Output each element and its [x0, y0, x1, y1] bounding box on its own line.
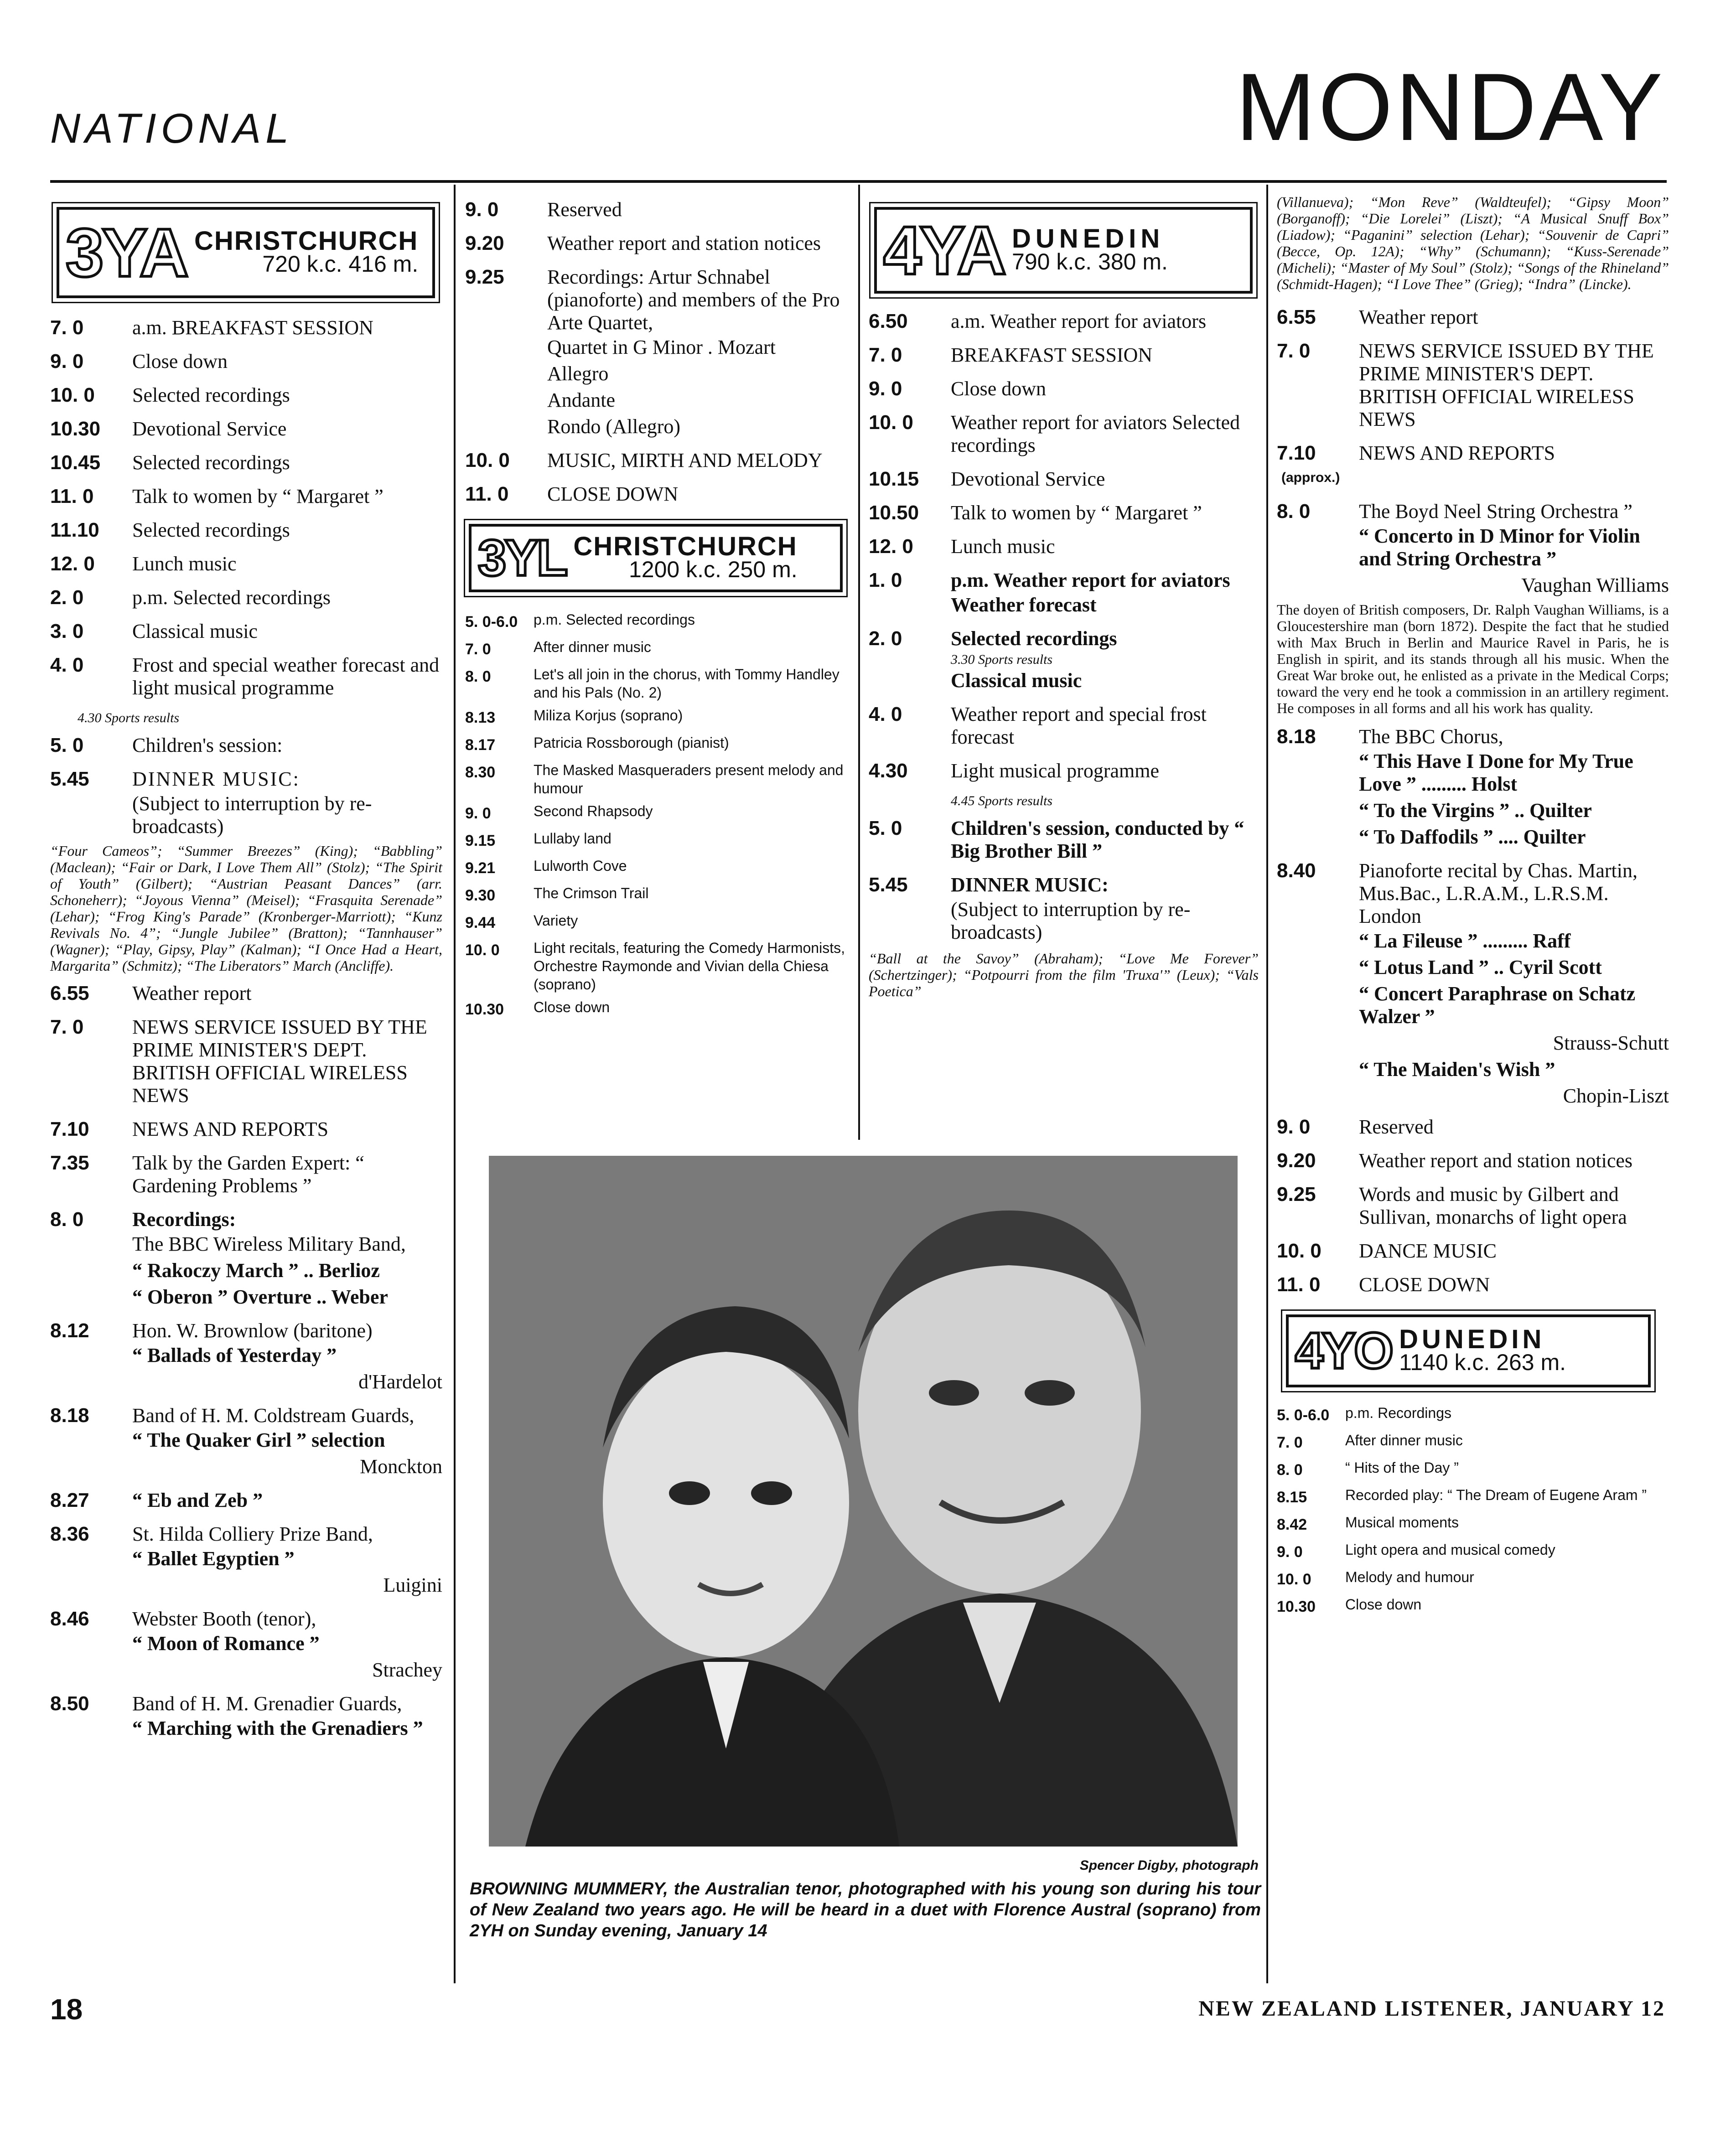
programme-entry	[465, 638, 848, 661]
programme-entry	[50, 654, 442, 699]
programme-entry: 9.25 Recordings: Artur Schnabel (pianoforte) and members of the Pro Arte Quartet,	[465, 266, 840, 334]
station-frequency: 1140 k.c. 263 m.	[1399, 1350, 1566, 1375]
programme-time: 7. 0	[50, 1016, 84, 1038]
programme-description: Recorded play: “ The Dream of Eugene Aram ”	[1345, 1487, 1647, 1503]
station-frequency: 720 k.c. 416 m.	[262, 251, 419, 277]
programme-description: BREAKFAST SESSION	[951, 344, 1153, 366]
programme-time: 9.25	[1277, 1183, 1316, 1205]
dinner-music-list: (Villanueva); “Mon Reve” (Waldteufel); “Gipsy Moon” (Borganoff); “Die Lorelei” (Liszt); “A Musical Snuff Box” (Liadow); “Paganini” selection (Lehar); “Souvenir de Capri” (Becce, Op. 12A); “Why” (Schumann); “Kuss-Serenade” (Micheli); “Master of My Soul” (Stolz); “Songs of the Rhineland” (Schmidt-Hagen); “I Love Thee” (Grieg); “Indra” (Lincke).	[1277, 194, 1669, 292]
programme-description: Second Rhapsody	[534, 803, 653, 819]
programme-time: 7. 0	[50, 316, 84, 339]
programme-time: 10. 0	[1277, 1240, 1321, 1262]
programme-time: 3. 0	[50, 620, 84, 642]
programme-description: Devotional Service	[132, 418, 287, 440]
programme-description: The Crimson Trail	[534, 885, 649, 901]
programme-entry: 8.40 Pianoforte recital by Chas. Martin, Mus.Bac., L.R.A.M., L.R.S.M. London	[1277, 859, 1638, 927]
programme-entry	[1277, 1513, 1669, 1536]
column-3ya	[50, 201, 442, 1740]
work-list: “ This Have I Done for My True Love ” ......... Holst “ To the Virgins ” .. Quilter “ To Daffodils ” .... Quilter	[1359, 750, 1633, 848]
programme-entry: 5.45 DINNER MUSIC:	[869, 874, 1109, 896]
programme-entry	[50, 384, 442, 407]
programme-entry	[869, 760, 1259, 782]
work-list: “ La Fileuse ” ......... Raff “ Lotus Land ” .. Cyril Scott “ Concert Paraphrase on Schatz Walzer ” Strauss-Schutt “ The Maiden's Wish ” Chopin-Liszt	[1359, 930, 1669, 1107]
programme-time: 7.35	[50, 1152, 89, 1174]
programme-time: 9.15	[465, 832, 496, 849]
programme-description: Selected recordings	[132, 519, 290, 541]
programme-subline: Weather forecast	[951, 594, 1097, 616]
programme-time: 9.20	[465, 232, 504, 254]
programme-time: 11. 0	[465, 483, 509, 505]
programme-description: NEWS AND REPORTS	[1359, 442, 1555, 464]
programme-time: 9. 0	[465, 198, 499, 221]
programme-entry: 8.36 St. Hilda Colliery Prize Band,	[50, 1523, 373, 1545]
programme-entry	[869, 502, 1259, 524]
programme-time: 9. 0	[50, 350, 84, 372]
programme-entry	[50, 350, 442, 373]
programme-description: Variety	[534, 912, 578, 929]
programme-description: p.m. Selected recordings	[534, 611, 695, 628]
programme-description: a.m. Weather report for aviators	[951, 310, 1207, 332]
programme-description: Weather report and station notices	[547, 232, 821, 254]
programme-description: Weather report for aviators Selected recordings	[951, 411, 1240, 456]
programme-time: 2. 0	[50, 586, 84, 609]
programme-time: 11. 0	[1277, 1273, 1321, 1296]
programme-description: Weather report and station notices	[1359, 1149, 1633, 1172]
programme-time: 10. 0	[869, 411, 913, 434]
programme-entry	[50, 316, 442, 339]
programme-entry: 2. 0 Selected recordings	[869, 627, 1117, 650]
programme-entry	[869, 378, 1259, 400]
programme-entry: 5. 0 Children's session:	[50, 734, 283, 756]
station-name: DUNEDIN	[1012, 224, 1165, 253]
programme-entry	[465, 483, 848, 506]
day-title: MONDAY	[1235, 53, 1665, 160]
programme-entry	[465, 610, 848, 633]
programme-time: 7. 0	[869, 344, 902, 366]
column-divider	[454, 185, 456, 1983]
publication-footer: NEW ZEALAND LISTENER, JANUARY 12	[1198, 1997, 1665, 2021]
programme-entry	[50, 982, 442, 1005]
programme-entry	[50, 1016, 442, 1107]
programme-entry	[1277, 1595, 1669, 1618]
programme-description: Talk to women by “ Margaret ”	[951, 502, 1202, 524]
programme-entry: 5.45 DINNER MUSIC:	[50, 768, 300, 790]
station-call: 4YA	[883, 212, 1005, 289]
programme-time: 8.30	[465, 764, 496, 781]
programme-description: Talk to women by “ Margaret ”	[132, 485, 383, 507]
programme-time: 10. 0	[465, 449, 510, 471]
programme-entry	[465, 939, 848, 993]
programme-entry	[50, 451, 442, 474]
programme-description: Selected recordings	[132, 451, 290, 474]
programme-time: 4. 0	[50, 654, 84, 676]
programme-time: 12. 0	[50, 553, 95, 575]
programme-description: Selected recordings	[132, 384, 290, 406]
programme-description: Musical moments	[1345, 1514, 1459, 1531]
programme-time: 10.15	[869, 468, 919, 490]
programme-entry	[1277, 1431, 1669, 1454]
programme-entry	[465, 706, 848, 729]
programme-entry	[465, 761, 848, 797]
station-box-4yo	[1286, 1314, 1651, 1387]
programme-entry: 8.50 Band of H. M. Grenadier Guards,	[50, 1692, 402, 1715]
programme-description: Patricia Rossborough (pianist)	[534, 735, 729, 751]
programme-time: 6.55	[50, 982, 89, 1004]
programme-entry	[50, 553, 442, 575]
programme-entry	[1277, 1183, 1669, 1229]
programme-entry	[465, 857, 848, 879]
programme-entry: 1. 0 p.m. Weather report for aviators	[869, 569, 1230, 591]
station-box-4ya	[874, 207, 1253, 294]
programme-description: “ Hits of the Day ”	[1345, 1459, 1459, 1476]
programme-time: 10.30	[1277, 1598, 1316, 1615]
programme-entry	[869, 310, 1259, 333]
programme-time: 11. 0	[50, 485, 94, 507]
programme-entry	[1277, 306, 1669, 329]
programme-entry	[1277, 340, 1669, 431]
programme-entry	[1277, 1240, 1669, 1262]
programme-time: 10.30	[50, 418, 101, 440]
programme-time: 4.30	[869, 760, 908, 782]
programme-entry	[465, 829, 848, 852]
programme-time: 7.10	[50, 1118, 89, 1140]
programme-description: Close down	[534, 999, 610, 1015]
programme-entry	[869, 468, 1259, 491]
programme-time: 10.50	[869, 502, 919, 524]
programme-description: Miliza Korjus (soprano)	[534, 707, 683, 724]
programme-time: 9.21	[465, 859, 496, 877]
station-name: DUNEDIN	[1399, 1324, 1545, 1354]
dinner-note: (Subject to interruption by re-broadcasts)	[951, 898, 1191, 943]
programme-time: 9.20	[1277, 1149, 1316, 1172]
programme-time: 9. 0	[1277, 1116, 1311, 1138]
programme-entry	[50, 519, 442, 542]
programme-description: Melody and humour	[1345, 1569, 1474, 1585]
station-frequency: 1200 k.c. 250 m.	[628, 557, 798, 582]
work-list: The BBC Wireless Military Band, “ Rakoczy March ” .. Berlioz “ Oberon ” Overture .. Weber	[132, 1233, 406, 1308]
programme-entry: 8.12 Hon. W. Brownlow (baritone)	[50, 1319, 373, 1342]
programme-entry	[50, 485, 442, 508]
programme-description: Classical music	[132, 620, 258, 642]
programme-time: 5. 0-6.0	[465, 613, 518, 631]
column-3ya-continued	[465, 198, 848, 1025]
column-divider	[1266, 185, 1268, 1983]
work-list: “ The Quaker Girl ” selection Monckton	[132, 1429, 442, 1478]
programme-time: 10.30	[465, 1001, 504, 1018]
programme-entry	[1277, 442, 1669, 465]
programme-entry	[465, 665, 848, 702]
programme-entry: 8.27 “ Eb and Zeb ”	[50, 1489, 263, 1511]
programme-time: 8.15	[1277, 1489, 1307, 1506]
station-frequency: 790 k.c. 380 m.	[1012, 249, 1168, 274]
programme-time: 8. 0	[1277, 1461, 1303, 1479]
photo-credit: Spencer Digby, photograph	[1079, 1858, 1259, 1873]
programme-description: Close down	[1345, 1596, 1422, 1613]
programme-time: 12. 0	[869, 535, 913, 558]
programme-time: 9. 0	[1277, 1543, 1303, 1561]
column-divider	[858, 185, 860, 1140]
programme-entry	[50, 620, 442, 643]
station-name: CHRISTCHURCH	[573, 532, 798, 561]
programme-description: Frost and special weather forecast and light musical programme	[132, 654, 440, 699]
programme-time: 7. 0	[465, 641, 491, 658]
programme-entry	[1277, 1404, 1669, 1427]
programme-time: 7. 0	[1277, 1434, 1303, 1451]
programme-description: Light musical programme	[951, 760, 1159, 782]
programme-time: 8. 0	[465, 668, 491, 685]
programme-description: CLOSE DOWN	[547, 483, 679, 505]
work-list: Quartet in G Minor . Mozart Allegro Andante Rondo (Allegro)	[547, 336, 776, 438]
programme-time: 8.17	[465, 736, 496, 754]
programme-time: 11.10	[50, 519, 99, 541]
programme-entry	[869, 411, 1259, 457]
programme-time: 4. 0	[869, 703, 902, 725]
dinner-note: (Subject to interruption by re-broadcasts)	[132, 792, 372, 838]
programme-description: NEWS AND REPORTS	[132, 1118, 329, 1140]
programme-time: 9.44	[465, 914, 496, 931]
programme-entry	[465, 449, 848, 472]
programme-time: 6.55	[1277, 306, 1316, 328]
programme-description: The Masked Masqueraders present melody and humour	[534, 762, 844, 797]
programme-time: 9. 0	[869, 378, 902, 400]
station-box-3ya	[57, 207, 435, 298]
station-call: 3YL	[478, 529, 566, 586]
programme-time: 8.13	[465, 709, 496, 726]
approx-note: (approx.)	[1281, 470, 1340, 485]
section-label: NATIONAL	[50, 105, 294, 152]
station-call: 4YO	[1295, 1322, 1392, 1379]
programme-description: NEWS SERVICE ISSUED BY THE PRIME MINISTER'S DEPT. BRITISH OFFICIAL WIRELESS NEWS	[132, 1016, 427, 1107]
programme-description: Talk by the Garden Expert: “ Gardening Problems ”	[132, 1152, 364, 1197]
programme-time: 10. 0	[50, 384, 95, 406]
station-name: CHRISTCHURCH	[194, 226, 419, 256]
programme-time: 5. 0-6.0	[1277, 1407, 1330, 1424]
programme-entry	[1277, 1116, 1669, 1138]
programme-description: Let's all join in the chorus, with Tommy Handley and his Pals (No. 2)	[534, 666, 839, 701]
work-list: “ Ballet Egyptien ” Luigini	[132, 1547, 442, 1596]
work-title: “ Marching with the Grenadiers ”	[132, 1717, 423, 1739]
programme-entry	[465, 232, 848, 255]
programme-entry	[50, 586, 442, 609]
programme-entry	[869, 703, 1259, 749]
dinner-music-list: “Four Cameos”; “Summer Breezes” (King); “Babbling” (Maclean); “Fair or Dark, I Love Them All” (Stolz); “The Spirit of Youth” (Gilbert); “Austrian Peasant Dances” (arr. Schoneherr); “Joyous Vienna” (Meisel); “Frasquita Serenade” (Lehar); “Frog King's Parade” (Kronberger-Marriott); “Kunz Revivals No. 4”; “Jungle Jubilee” (Bratton); “Tannhauser” (Wagner); “Play, Gipsy, Play” (Kalman); “I Once Had a Heart, Margarita” (Schmitz); “The Liberators” March (Ancliffe).	[50, 843, 442, 974]
programme-entry	[50, 1118, 442, 1141]
programme-entry: 8.18 Band of H. M. Coldstream Guards,	[50, 1404, 415, 1427]
programme-entry	[869, 535, 1259, 558]
programme-entry: 8. 0 The Boyd Neel String Orchestra ”	[1277, 500, 1632, 522]
dinner-music-list: “Ball at the Savoy” (Abraham); “Love Me Forever” (Schertzinger); “Potpourri from the film 'Truxa'” (Leux); “Vals Poetica”	[869, 950, 1259, 999]
programme-description: Close down	[951, 378, 1046, 400]
programme-entry	[465, 998, 848, 1021]
programme-description: Reserved	[547, 198, 622, 221]
programme-description: Close down	[132, 350, 228, 372]
work-list: “ Concerto in D Minor for Violin and String Orchestra ” Vaughan Williams	[1359, 525, 1669, 596]
composer-biography: The doyen of British composers, Dr. Ralph Vaughan Williams, is a Gloucestershire man (born 1872). Despite the fact that he studied with Max Bruch in Berlin and Maurice Ravel in Paris, he is English in spirit, and its stands through all his music. When the Great War broke out, he enlisted as a private in the Medical Corps; toward the very end he took a commission in an artillery regiment. He composes in all forms and all his work has quality.	[1277, 601, 1669, 716]
header-rule	[50, 180, 1667, 183]
programme-description: Lulworth Cove	[534, 858, 627, 874]
programme-time: 7. 0	[1277, 340, 1311, 362]
programme-entry	[465, 911, 848, 934]
programme-description: Weather report	[1359, 306, 1478, 328]
programme-entry: 5. 0 Children's session, conducted by “ Big Brother Bill ”	[869, 817, 1244, 862]
work-list: “ Moon of Romance ” Strachey	[132, 1632, 442, 1681]
programme-description: p.m. Recordings	[1345, 1405, 1451, 1421]
programme-time: 8.42	[1277, 1516, 1307, 1533]
programme-description: NEWS SERVICE ISSUED BY THE PRIME MINISTER'S DEPT. BRITISH OFFICIAL WIRELESS NEWS	[1359, 340, 1654, 430]
column-4ya-continued	[1277, 194, 1669, 1623]
programme-description: Weather report	[132, 982, 252, 1004]
programme-entry	[50, 1152, 442, 1197]
programme-time: 7.10	[1277, 442, 1316, 464]
programme-description: a.m. BREAKFAST SESSION	[132, 316, 373, 339]
programme-entry	[465, 884, 848, 907]
programme-entry	[50, 418, 442, 440]
programme-entry: 8.46 Webster Booth (tenor),	[50, 1608, 316, 1630]
programme-description: After dinner music	[534, 639, 651, 655]
work-list: “ Ballads of Yesterday ” d'Hardelot	[132, 1344, 442, 1393]
programme-time: 9.30	[465, 887, 496, 904]
programme-description: Lunch music	[951, 535, 1055, 558]
programme-entry	[1277, 1459, 1669, 1481]
sports-results: 4.45 Sports results	[951, 793, 1053, 808]
programme-description: DANCE MUSIC	[1359, 1240, 1497, 1262]
programme-description: Light opera and musical comedy	[1345, 1542, 1555, 1558]
station-box-3yl	[469, 524, 843, 592]
programme-description: Words and music by Gilbert and Sullivan, monarchs of light opera	[1359, 1183, 1627, 1228]
programme-description: Weather report and special frost forecast	[951, 703, 1207, 748]
programme-description: Lunch music	[132, 553, 237, 575]
programme-entry	[465, 198, 848, 221]
programme-entry	[1277, 1541, 1669, 1563]
programme-description: p.m. Selected recordings	[132, 586, 331, 609]
programme-time: 6.50	[869, 310, 908, 332]
programme-description: Light recitals, featuring the Comedy Harmonists, Orchestre Raymonde and Vivian della Chiesa (soprano)	[534, 940, 845, 993]
programme-entry	[1277, 1149, 1669, 1172]
programme-entry	[465, 802, 848, 825]
sports-results: 3.30 Sports results	[951, 652, 1053, 667]
programme-entry: 8.18 The BBC Chorus,	[1277, 725, 1503, 748]
programme-entry	[1277, 1486, 1669, 1509]
programme-description: After dinner music	[1345, 1432, 1463, 1448]
station-call: 3YA	[66, 214, 187, 291]
photograph	[489, 1156, 1238, 1847]
programme-entry	[869, 344, 1259, 367]
page-number: 18	[50, 1993, 83, 2026]
programme-entry	[465, 734, 848, 756]
column-4ya	[869, 201, 1259, 1008]
programme-description: Lullaby land	[534, 830, 611, 847]
programme-description: CLOSE DOWN	[1359, 1273, 1490, 1296]
programme-time: 10. 0	[1277, 1571, 1311, 1588]
sports-results: 4.30 Sports results	[78, 710, 180, 725]
programme-description: MUSIC, MIRTH AND MELODY	[547, 449, 823, 471]
programme-description: Reserved	[1359, 1116, 1434, 1138]
photo-caption: BROWNING MUMMERY, the Australian tenor, photographed with his young son during his tour of New Zealand two years ago. He will be heard in a duet with Florence Austral (soprano) from 2YH on Sunday evening, January 14	[470, 1879, 1261, 1940]
programme-subline: Classical music	[951, 669, 1082, 692]
programme-entry: 8. 0 Recordings:	[50, 1208, 236, 1231]
programme-time: 9. 0	[465, 805, 491, 822]
programme-description: Devotional Service	[951, 468, 1105, 490]
programme-entry	[1277, 1568, 1669, 1591]
photo-illustration	[489, 1156, 1238, 1847]
programme-time: 10. 0	[465, 942, 500, 959]
programme-time: 10.45	[50, 451, 101, 474]
programme-entry	[1277, 1273, 1669, 1296]
